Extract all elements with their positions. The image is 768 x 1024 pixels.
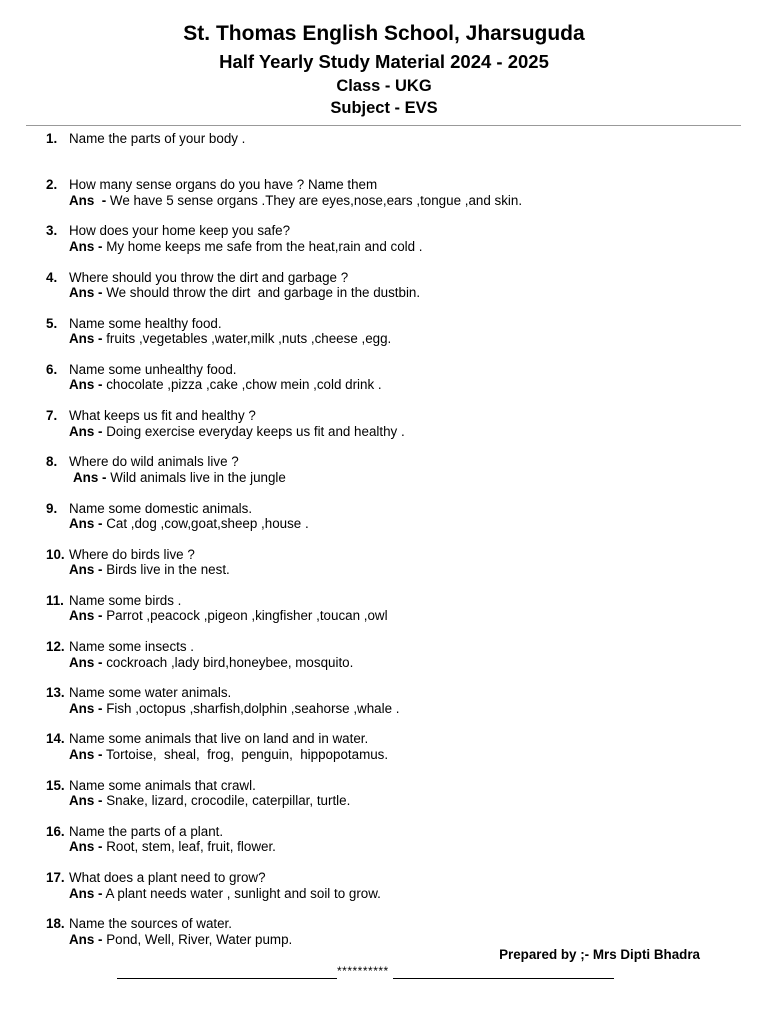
answer-text: Pond, Well, River, Water pump. — [102, 931, 293, 947]
answer-text: Doing exercise everyday keeps us fit and healthy . — [102, 423, 405, 439]
question-number: 14. — [46, 731, 65, 747]
prepared-by: Prepared by ;- Mrs Dipti Bhadra — [499, 947, 700, 962]
answer-label: Ans - — [69, 377, 103, 393]
answer-label: Ans - — [69, 331, 103, 347]
answer-label: Ans - — [69, 516, 103, 531]
question-item — [0, 870, 768, 916]
answer-line — [69, 377, 382, 393]
answer-text: chocolate ,pizza ,cake ,chow mein ,cold drink . — [102, 377, 382, 393]
answer-label: Ans - — [69, 654, 103, 670]
answer-text: fruits ,vegetables ,water,milk ,nuts ,cheese ,egg. — [102, 331, 392, 347]
answer-label: Ans - — [69, 700, 103, 716]
question-text: Where do wild animals live ? — [69, 454, 239, 470]
question-number: 17. — [46, 870, 65, 885]
question-number: 15. — [46, 777, 65, 793]
school-name: St. Thomas English School, Jharsuguda — [183, 22, 585, 45]
answer-line — [69, 239, 423, 255]
question-number: 11. — [46, 592, 64, 608]
answer-text: Parrot ,peacock ,pigeon ,kingfisher ,toucan ,owl — [102, 608, 388, 624]
question-item — [0, 501, 768, 547]
answer-text: cockroach ,lady bird,honeybee, mosquito. — [102, 654, 354, 670]
answer-label: Ans - — [69, 746, 103, 762]
question-item — [0, 408, 768, 454]
question-item — [0, 731, 768, 777]
answer-label: Ans - — [69, 285, 103, 301]
answer-line — [73, 470, 286, 486]
answer-text: We should throw the dirt and garbage in the dustbin. — [102, 285, 421, 301]
answer-label: Ans - — [69, 839, 103, 855]
question-item — [0, 177, 768, 223]
question-number: 3. — [46, 223, 58, 239]
question-text: Name some animals that crawl. — [69, 777, 256, 793]
answer-text: Snake, lizard, crocodile, caterpillar, turtle. — [102, 793, 351, 809]
answer-label: Ans - — [69, 562, 103, 578]
question-text: How many sense organs do you have ? Name them — [69, 177, 378, 193]
answer-label: Ans - — [69, 931, 103, 947]
class-line: Class - UKG — [336, 77, 432, 95]
question-text: What does a plant need to grow? — [69, 870, 266, 885]
question-number: 4. — [46, 269, 58, 285]
question-item — [0, 593, 768, 639]
question-item — [0, 316, 768, 362]
answer-text: Fish ,octopus ,sharfish,dolphin ,seahorse ,whale . — [102, 700, 400, 716]
answer-line — [69, 793, 350, 809]
answer-label: Ans - — [69, 192, 107, 208]
question-text: Name some birds . — [69, 592, 182, 608]
question-item — [0, 131, 768, 177]
answer-text: Cat ,dog ,cow,goat,sheep ,house . — [102, 516, 309, 531]
answer-line — [69, 747, 388, 763]
question-text: Name some insects . — [69, 639, 195, 655]
answer-line — [69, 701, 399, 717]
answer-line — [69, 839, 276, 855]
question-number: 6. — [46, 361, 58, 377]
question-number: 7. — [46, 408, 58, 424]
question-item — [0, 547, 768, 593]
footer-line-right — [393, 978, 614, 979]
answer-line — [69, 886, 381, 902]
question-text: Name the parts of a plant. — [69, 823, 224, 839]
question-text: How does your home keep you safe? — [69, 223, 291, 239]
question-text: Name the sources of water. — [69, 916, 232, 932]
answer-label: Ans - — [73, 469, 107, 485]
question-item — [0, 824, 768, 870]
question-item — [0, 778, 768, 824]
question-number: 9. — [46, 500, 58, 516]
question-item — [0, 685, 768, 731]
header-divider — [26, 125, 741, 126]
answer-text: Birds live in the nest. — [102, 562, 230, 578]
question-text: Where should you throw the dirt and garbage ? — [69, 269, 349, 285]
answer-text: Tortoise, sheal, frog, penguin, hippopotamus. — [102, 746, 389, 762]
question-text: Name some domestic animals. — [69, 500, 253, 516]
answer-line — [69, 608, 388, 624]
question-item — [0, 362, 768, 408]
question-number: 2. — [46, 177, 58, 193]
footer-separator — [117, 964, 614, 982]
answer-line — [69, 285, 420, 301]
answer-line — [69, 562, 230, 578]
answer-line — [69, 193, 522, 209]
question-item — [0, 454, 768, 500]
answer-text: Root, stem, leaf, fruit, flower. — [102, 839, 276, 855]
answer-line — [69, 655, 353, 671]
question-number: 18. — [46, 916, 65, 932]
question-list — [0, 131, 768, 962]
answer-label: Ans - — [69, 885, 103, 901]
answer-label: Ans - — [69, 608, 103, 624]
question-item — [0, 270, 768, 316]
question-number: 12. — [46, 639, 65, 655]
question-text: What keeps us fit and healthy ? — [69, 408, 256, 424]
footer-line-left — [117, 978, 337, 979]
answer-text: We have 5 sense organs .They are eyes,nose,ears ,tongue ,and skin. — [106, 192, 523, 208]
answer-label: Ans - — [69, 423, 103, 439]
question-number: 5. — [46, 315, 58, 331]
question-text: Name some unhealthy food. — [69, 361, 237, 377]
answer-line — [69, 932, 292, 948]
answer-line — [69, 516, 309, 532]
answer-line — [69, 331, 391, 347]
question-number: 16. — [46, 823, 65, 839]
document-title: Half Yearly Study Material 2024 - 2025 — [219, 51, 549, 72]
question-number: 1. — [46, 131, 58, 146]
question-item — [0, 223, 768, 269]
question-text: Name some healthy food. — [69, 315, 222, 331]
question-text: Name some water animals. — [69, 685, 232, 701]
answer-text: Wild animals live in the jungle — [106, 469, 286, 485]
answer-text: A plant needs water , sunlight and soil to grow. — [102, 885, 381, 901]
answer-label: Ans - — [69, 238, 103, 254]
answer-text: My home keeps me safe from the heat,rain and cold . — [102, 238, 423, 254]
answer-line — [69, 424, 405, 440]
question-number: 13. — [46, 685, 65, 701]
subject-line: Subject - EVS — [330, 99, 438, 117]
question-number: 8. — [46, 454, 58, 470]
question-text: Name the parts of your body . — [69, 131, 246, 146]
question-number: 10. — [46, 546, 65, 562]
footer-stars: ********** — [337, 964, 389, 978]
question-text: Where do birds live ? — [69, 546, 195, 562]
question-item — [0, 639, 768, 685]
question-text: Name some animals that live on land and in water. — [69, 731, 369, 747]
answer-label: Ans - — [69, 793, 103, 809]
